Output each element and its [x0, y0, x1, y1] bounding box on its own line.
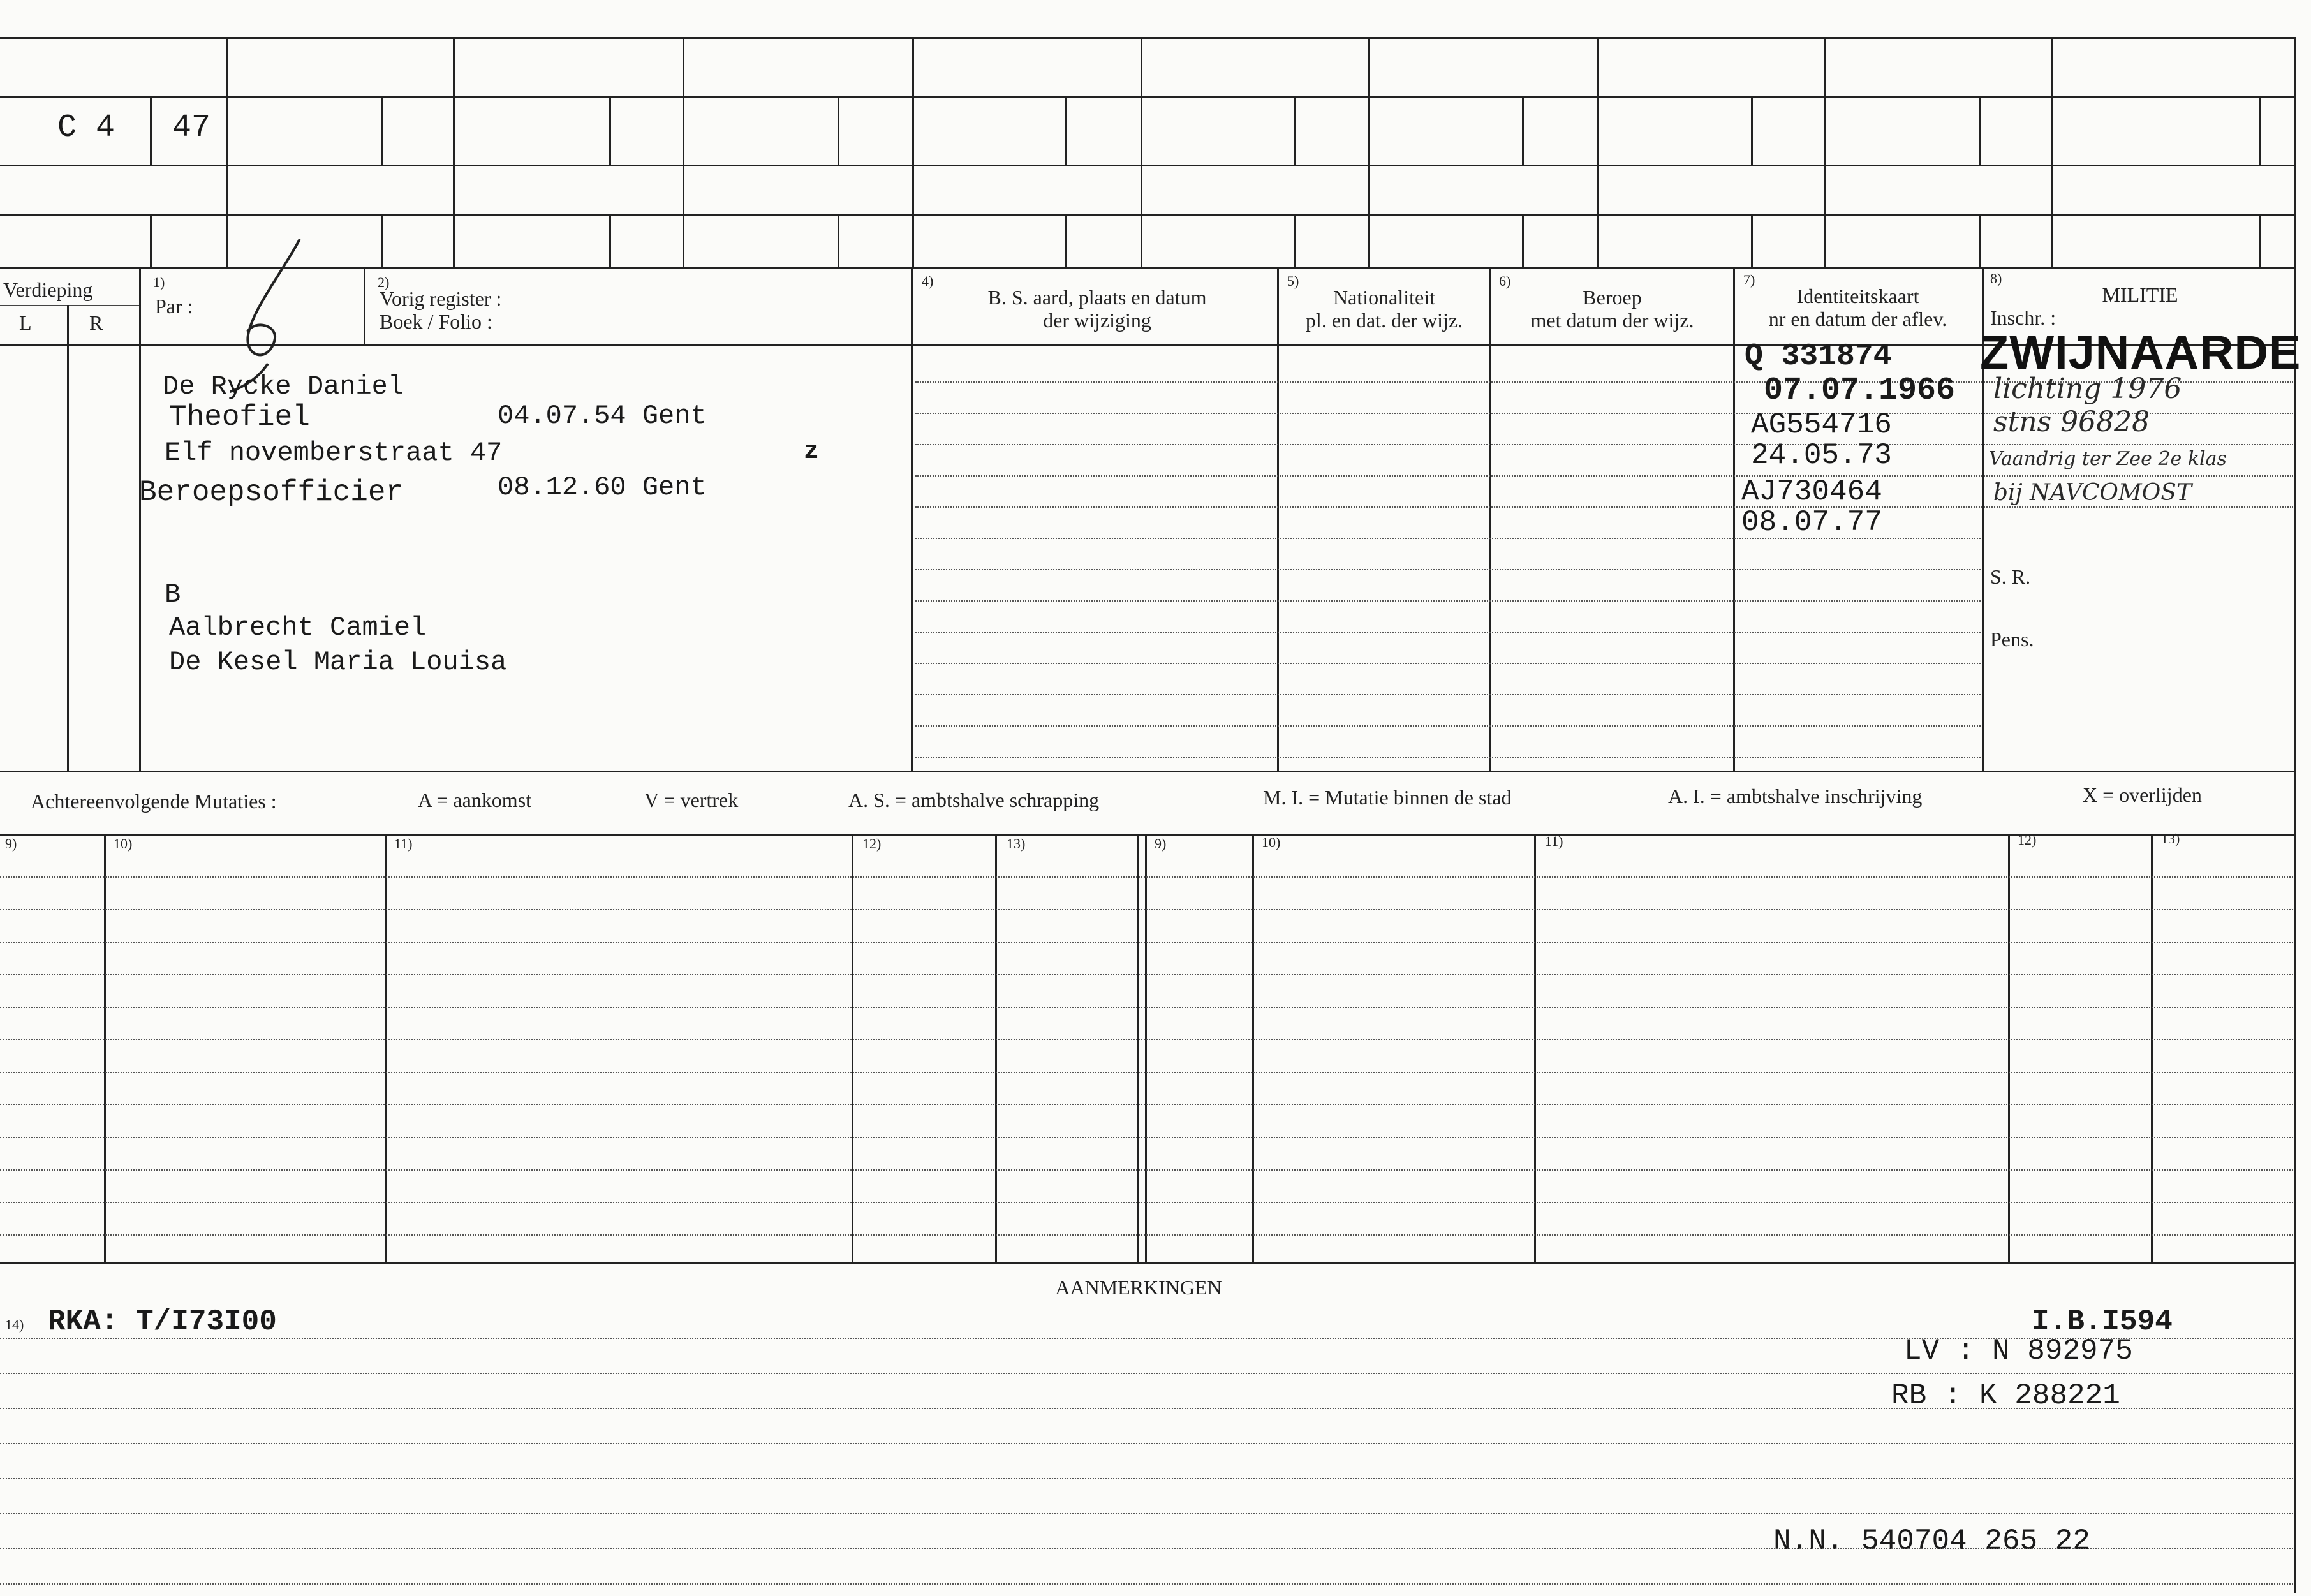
ruled-line [0, 1373, 2293, 1374]
nn-value: N.N. 540704 265 22 [1773, 1525, 2090, 1558]
lv-value: LV : N 892975 [1904, 1334, 2133, 1368]
mutatie-ai: A. I. = ambtshalve inschrijving [1668, 785, 1923, 808]
col-divider [104, 834, 106, 1262]
ruled-line [0, 909, 2293, 910]
militia-line-2: stns 96828 [1993, 406, 2150, 438]
col-r-label: R [89, 311, 103, 334]
ruled-line [0, 1408, 2293, 1409]
code-left: C 4 [57, 110, 115, 146]
footnote-4: 4) [922, 273, 934, 289]
b-mark: B [165, 579, 181, 610]
grid-line [1368, 37, 1370, 267]
militia-line-1: lichting 1976 [1993, 373, 2182, 405]
col-divider [385, 834, 387, 1262]
person-birth: 04.07.54 Gent [498, 401, 707, 431]
mother-name: De Kesel Maria Louisa [169, 647, 507, 677]
ruled-line [0, 1548, 2293, 1549]
right-border [2294, 37, 2296, 1593]
ruled-line [0, 1007, 2293, 1008]
ruled-line [0, 1583, 2293, 1585]
militie-label: MILITIE [2102, 283, 2178, 306]
person-profession: Beroepsofficier [139, 476, 404, 509]
ruled-line [0, 974, 2293, 975]
bs-label-2: der wijziging [1043, 309, 1151, 332]
grid-line [1522, 214, 1524, 267]
footnote-5: 5) [1287, 273, 1299, 289]
mutatie-as: A. S. = ambtshalve schrapping [848, 788, 1100, 811]
inschr-label: Inschr. : [1990, 306, 2056, 329]
grid-line [150, 96, 152, 165]
ruled-line [915, 632, 1981, 633]
grid-line [1294, 96, 1296, 165]
col-l-label: L [19, 311, 32, 334]
ib-value: I.B.I594 [2032, 1305, 2173, 1338]
id-card-3: AJ730464 [1741, 475, 1882, 508]
col-divider [1145, 834, 1147, 1262]
ruled-line [0, 1234, 2293, 1236]
militia-line-4: bij NAVCOMOST [1993, 480, 2192, 506]
ruled-line [0, 1338, 2293, 1339]
grid-line [609, 214, 611, 267]
id-card-1-date: 07.07.1966 [1764, 373, 1956, 409]
person-address: Elf novemberstraat 47 [165, 438, 503, 468]
grid-line [0, 267, 2296, 269]
ruled-line [915, 694, 1981, 695]
boek-folio-label: Boek / Folio : [380, 310, 492, 333]
mcol-9: 9) [5, 836, 17, 852]
mutatie-x: X = overlijden [2083, 783, 2202, 806]
col-divider [1137, 834, 1139, 1262]
mcol-12: 12) [862, 836, 882, 852]
grid-line [0, 1262, 2296, 1264]
mutaties-label: Achtereenvolgende Mutaties : [31, 790, 277, 813]
mcol-10b: 10) [1262, 834, 1281, 850]
ruled-line [0, 1478, 2293, 1479]
col-divider [852, 834, 853, 1262]
grid-line [1751, 96, 1753, 165]
grid-line [1979, 96, 1981, 165]
grid-line [381, 96, 383, 165]
id-card-1: Q 331874 [1745, 339, 1892, 374]
mutatie-v: V = vertrek [644, 788, 739, 811]
ruled-line [0, 1202, 2293, 1203]
grid-line [1065, 214, 1067, 267]
col-divider [364, 267, 365, 344]
ruled-line [0, 1039, 2293, 1040]
grid-line [0, 96, 2296, 98]
col-divider [1534, 834, 1536, 1262]
grid-line [1979, 214, 1981, 267]
footnote-14: 14) [5, 1317, 24, 1333]
remarks-title: AANMERKINGEN [1055, 1276, 1222, 1299]
militia-line-3: Vaandrig ter Zee 2e klas [1989, 448, 2227, 470]
grid-line [1522, 96, 1524, 165]
grid-line [683, 37, 684, 267]
zwijnaarde-stamp: ZWIJNAARDE [1980, 326, 2301, 379]
ruled-line [0, 1072, 2293, 1073]
rb-value: RB : K 288221 [1891, 1379, 2120, 1412]
mcol-13b: 13) [2161, 831, 2180, 846]
grid-line [0, 165, 2296, 166]
mcol-11b: 11) [1545, 833, 1563, 849]
beroep-label-1: Beroep [1583, 286, 1642, 309]
rka-value: RKA: T/I73I00 [48, 1305, 277, 1338]
footnote-7: 7) [1743, 272, 1755, 288]
col-divider [67, 305, 69, 771]
header-bottom-line [0, 344, 2296, 346]
person-second-name: Theofiel [169, 401, 310, 434]
ruled-line [0, 1104, 2293, 1105]
grid-line [1141, 37, 1142, 267]
grid-line [381, 214, 383, 267]
person-date2: 08.12.60 Gent [498, 472, 707, 503]
col-divider [995, 834, 997, 1262]
grid-line [1597, 37, 1599, 267]
id-label-1: Identiteitskaart [1796, 284, 1919, 307]
id-card-2-date: 24.05.73 [1751, 439, 1892, 472]
mcol-10: 10) [114, 836, 133, 852]
ruled-line [915, 569, 1981, 570]
code-right: 47 [172, 110, 211, 146]
z-mark: z [804, 438, 820, 466]
grid-line [838, 96, 839, 165]
beroep-label-2: met datum der wijz. [1530, 309, 1694, 332]
grid-line [226, 37, 228, 267]
grid-line [1065, 96, 1067, 165]
id-card-3-date: 08.07.77 [1741, 506, 1882, 539]
mcol-11: 11) [394, 836, 413, 852]
father-name: Aalbrecht Camiel [169, 612, 427, 643]
vorig-register-label: Vorig register : [380, 287, 502, 310]
ruled-line [0, 1169, 2293, 1171]
footnote-1: 1) [153, 274, 165, 290]
top-border [0, 37, 2296, 39]
grid-line [609, 96, 611, 165]
ruled-line [915, 600, 1981, 602]
ruled-line [915, 725, 1981, 727]
id-card-2: AG554716 [1751, 408, 1892, 441]
grid-line [1824, 37, 1826, 267]
sr-label: S. R. [1990, 565, 2031, 588]
ruled-line [0, 876, 2293, 878]
ruled-line [0, 1137, 2293, 1138]
ruled-line [0, 1513, 2293, 1514]
ruled-line [915, 444, 2293, 445]
grid-line [1751, 214, 1753, 267]
grid-line [0, 214, 2296, 216]
body-bottom-line [0, 771, 2296, 772]
col-divider [2008, 834, 2010, 1262]
ruled-line [915, 506, 2293, 508]
par-label: Par : [155, 295, 193, 318]
mcol-12b: 12) [2018, 832, 2037, 848]
nat-label-2: pl. en dat. der wijz. [1305, 309, 1463, 332]
col-divider [1252, 834, 1254, 1262]
pens-label: Pens. [1990, 628, 2034, 651]
grid-line [0, 305, 140, 306]
grid-line [912, 37, 914, 267]
grid-line [453, 37, 455, 267]
nat-label-1: Nationaliteit [1333, 286, 1435, 309]
col-divider [139, 267, 141, 771]
ruled-line [915, 663, 1981, 664]
person-name: De Rycke Daniel [163, 371, 404, 402]
grid-line [0, 834, 2296, 836]
ruled-line [0, 1443, 2293, 1444]
col-divider [911, 267, 913, 771]
col-divider [2151, 834, 2153, 1262]
mutatie-mi: M. I. = Mutatie binnen de stad [1263, 786, 1512, 809]
verdieping-label: Verdieping [3, 278, 93, 301]
mcol-9b: 9) [1155, 836, 1167, 852]
mcol-13: 13) [1007, 836, 1026, 852]
bs-label-1: B. S. aard, plaats en datum [987, 286, 1207, 309]
footnote-6: 6) [1499, 273, 1511, 289]
ruled-line [915, 757, 1981, 758]
grid-line [150, 214, 152, 267]
grid-line [2259, 96, 2261, 165]
grid-line [2259, 214, 2261, 267]
id-label-2: nr en datum der aflev. [1768, 307, 1947, 330]
ruled-line [915, 475, 2293, 477]
footnote-2: 2) [378, 274, 390, 290]
footnote-8: 8) [1990, 270, 2002, 286]
grid-line [838, 214, 839, 267]
ruled-line [0, 942, 2293, 943]
grid-line [1294, 214, 1296, 267]
mutatie-a: A = aankomst [418, 788, 532, 811]
grid-line [2051, 37, 2053, 267]
